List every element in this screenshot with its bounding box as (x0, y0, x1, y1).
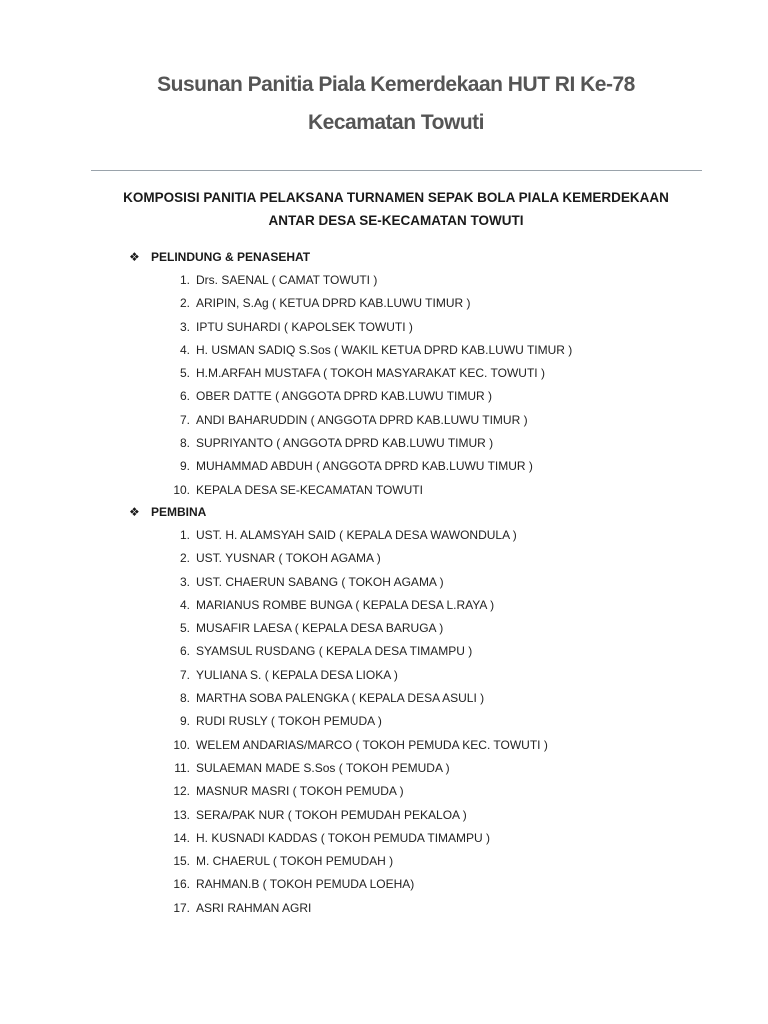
composition-heading-line-1: KOMPOSISI PANITIA PELAKSANA TURNAMEN SEPAK BOLA PIALA KEMERDEKAAN (123, 190, 669, 205)
diamond-bullet-icon: ❖ (129, 505, 140, 519)
list-item-number: 2. (179, 551, 190, 566)
list-item (0, 688, 768, 711)
list-item (0, 618, 768, 641)
section-title (129, 502, 206, 522)
composition-heading-line-2: ANTAR DESA SE-KECAMATAN TOWUTI (268, 213, 524, 228)
list-item-text: KEPALA DESA SE-KECAMATAN TOWUTI (196, 482, 423, 497)
list-item (0, 386, 768, 409)
list-item (0, 572, 768, 595)
list-item (0, 595, 768, 618)
list-item (0, 525, 768, 548)
list-item-number: 3. (179, 574, 190, 589)
list-item (0, 641, 768, 664)
list-item-text: UST. CHAERUN SABANG ( TOKOH AGAMA ) (196, 574, 444, 589)
list-item-text: MUSAFIR LAESA ( KEPALA DESA BARUGA ) (196, 621, 444, 636)
list-item (0, 665, 768, 688)
list-item-text: WELEM ANDARIAS/MARCO ( TOKOH PEMUDA KEC. TOWUTI ) (196, 737, 548, 752)
list-item-text: SYAMSUL RUSDANG ( KEPALA DESA TIMAMPU ) (196, 644, 473, 659)
list-item-number: 1. (179, 273, 190, 287)
list-item-text: UST. YUSNAR ( TOKOH AGAMA ) (196, 551, 381, 566)
list-item-text: H. KUSNADI KADDAS ( TOKOH PEMUDA TIMAMPU ) (196, 830, 491, 845)
list-item-number: 3. (179, 319, 190, 334)
list-item-text: ASRI RAHMAN AGRI (196, 900, 312, 915)
list-item (0, 363, 768, 386)
list-item-text: MARIANUS ROMBE BUNGA ( KEPALA DESA L.RAYA ) (196, 597, 495, 612)
list-item-text: MARTHA SOBA PALENGKA ( KEPALA DESA ASULI ) (196, 691, 485, 706)
diamond-bullet-icon: ❖ (129, 250, 140, 264)
list-item-number: 5. (179, 366, 190, 381)
section-title (129, 247, 310, 267)
list-item (0, 758, 768, 781)
list-item-text: MUHAMMAD ABDUH ( ANGGOTA DPRD KAB.LUWU TIMUR ) (196, 459, 533, 474)
list-item-number: 8. (179, 436, 190, 451)
list-item-text: MASNUR MASRI ( TOKOH PEMUDA ) (196, 784, 404, 799)
list-item-number: 11. (174, 760, 190, 775)
list-item-number: 1. (179, 528, 190, 542)
list-item-text: UST. H. ALAMSYAH SAID ( KEPALA DESA WAWONDULA ) (196, 528, 517, 542)
section-title-label: PELINDUNG & PENASEHAT (151, 250, 311, 264)
list-item (0, 410, 768, 433)
member-list (0, 270, 768, 503)
list-item-text: ARIPIN, S.Ag ( KETUA DPRD KAB.LUWU TIMUR ) (196, 296, 471, 311)
list-item-text: RUDI RUSLY ( TOKOH PEMUDA ) (196, 714, 382, 729)
list-item-number: 8. (179, 691, 190, 706)
document-title: Susunan Panitia Piala Kemerdekaan HUT RI Ke-78 (157, 73, 635, 96)
list-item (0, 340, 768, 363)
list-item-text: SUPRIYANTO ( ANGGOTA DPRD KAB.LUWU TIMUR ) (196, 436, 494, 451)
list-item-number: 12. (173, 784, 190, 799)
list-item-number: 9. (179, 459, 190, 474)
list-item-number: 13. (173, 807, 190, 822)
list-item (0, 270, 768, 293)
list-item (0, 293, 768, 316)
section-title-label: PEMBINA (151, 505, 207, 519)
list-item (0, 711, 768, 734)
list-item-text: SERA/PAK NUR ( TOKOH PEMUDAH PEKALOA ) (196, 807, 467, 822)
list-item (0, 480, 768, 503)
list-item (0, 781, 768, 804)
list-item-number: 2. (179, 296, 190, 311)
list-item (0, 548, 768, 571)
list-item-number: 4. (179, 342, 190, 357)
list-item (0, 317, 768, 340)
list-item-text: YULIANA S. ( KEPALA DESA LIOKA ) (196, 667, 398, 682)
list-item-text: H.M.ARFAH MUSTAFA ( TOKOH MASYARAKAT KEC. TOWUTI ) (196, 366, 545, 381)
list-item-number: 16. (173, 877, 190, 892)
list-item (0, 828, 768, 851)
list-item-number: 6. (179, 389, 190, 404)
list-item-number: 10. (173, 482, 190, 497)
list-item (0, 433, 768, 456)
list-item-number: 7. (179, 667, 190, 682)
list-item (0, 851, 768, 874)
list-item-number: 4. (179, 597, 190, 612)
list-item-text: Drs. SAENAL ( CAMAT TOWUTI ) (196, 273, 378, 287)
list-item-number: 5. (179, 621, 190, 636)
list-item-text: M. CHAERUL ( TOKOH PEMUDAH ) (196, 854, 394, 869)
list-item (0, 898, 768, 921)
list-item-text: OBER DATTE ( ANGGOTA DPRD KAB.LUWU TIMUR ) (196, 389, 493, 404)
list-item-number: 6. (179, 644, 190, 659)
list-item-text: RAHMAN.B ( TOKOH PEMUDA LOEHA) (196, 877, 415, 892)
document-subtitle: Kecamatan Towuti (308, 111, 484, 134)
list-item-text: SULAEMAN MADE S.Sos ( TOKOH PEMUDA ) (196, 760, 450, 775)
title-divider (91, 170, 702, 171)
list-item (0, 874, 768, 897)
list-item-number: 15. (173, 854, 190, 869)
list-item-number: 7. (179, 412, 190, 427)
list-item (0, 456, 768, 479)
list-item-text: ANDI BAHARUDDIN ( ANGGOTA DPRD KAB.LUWU TIMUR ) (196, 412, 528, 427)
list-item-number: 10. (173, 737, 190, 752)
list-item-text: IPTU SUHARDI ( KAPOLSEK TOWUTI ) (196, 319, 413, 334)
list-item (0, 735, 768, 758)
list-item-number: 14. (173, 830, 190, 845)
member-list (0, 525, 768, 921)
list-item (0, 805, 768, 828)
list-item-number: 17. (173, 900, 190, 915)
list-item-text: H. USMAN SADIQ S.Sos ( WAKIL KETUA DPRD KAB.LUWU TIMUR ) (196, 342, 573, 357)
list-item-number: 9. (179, 714, 190, 729)
